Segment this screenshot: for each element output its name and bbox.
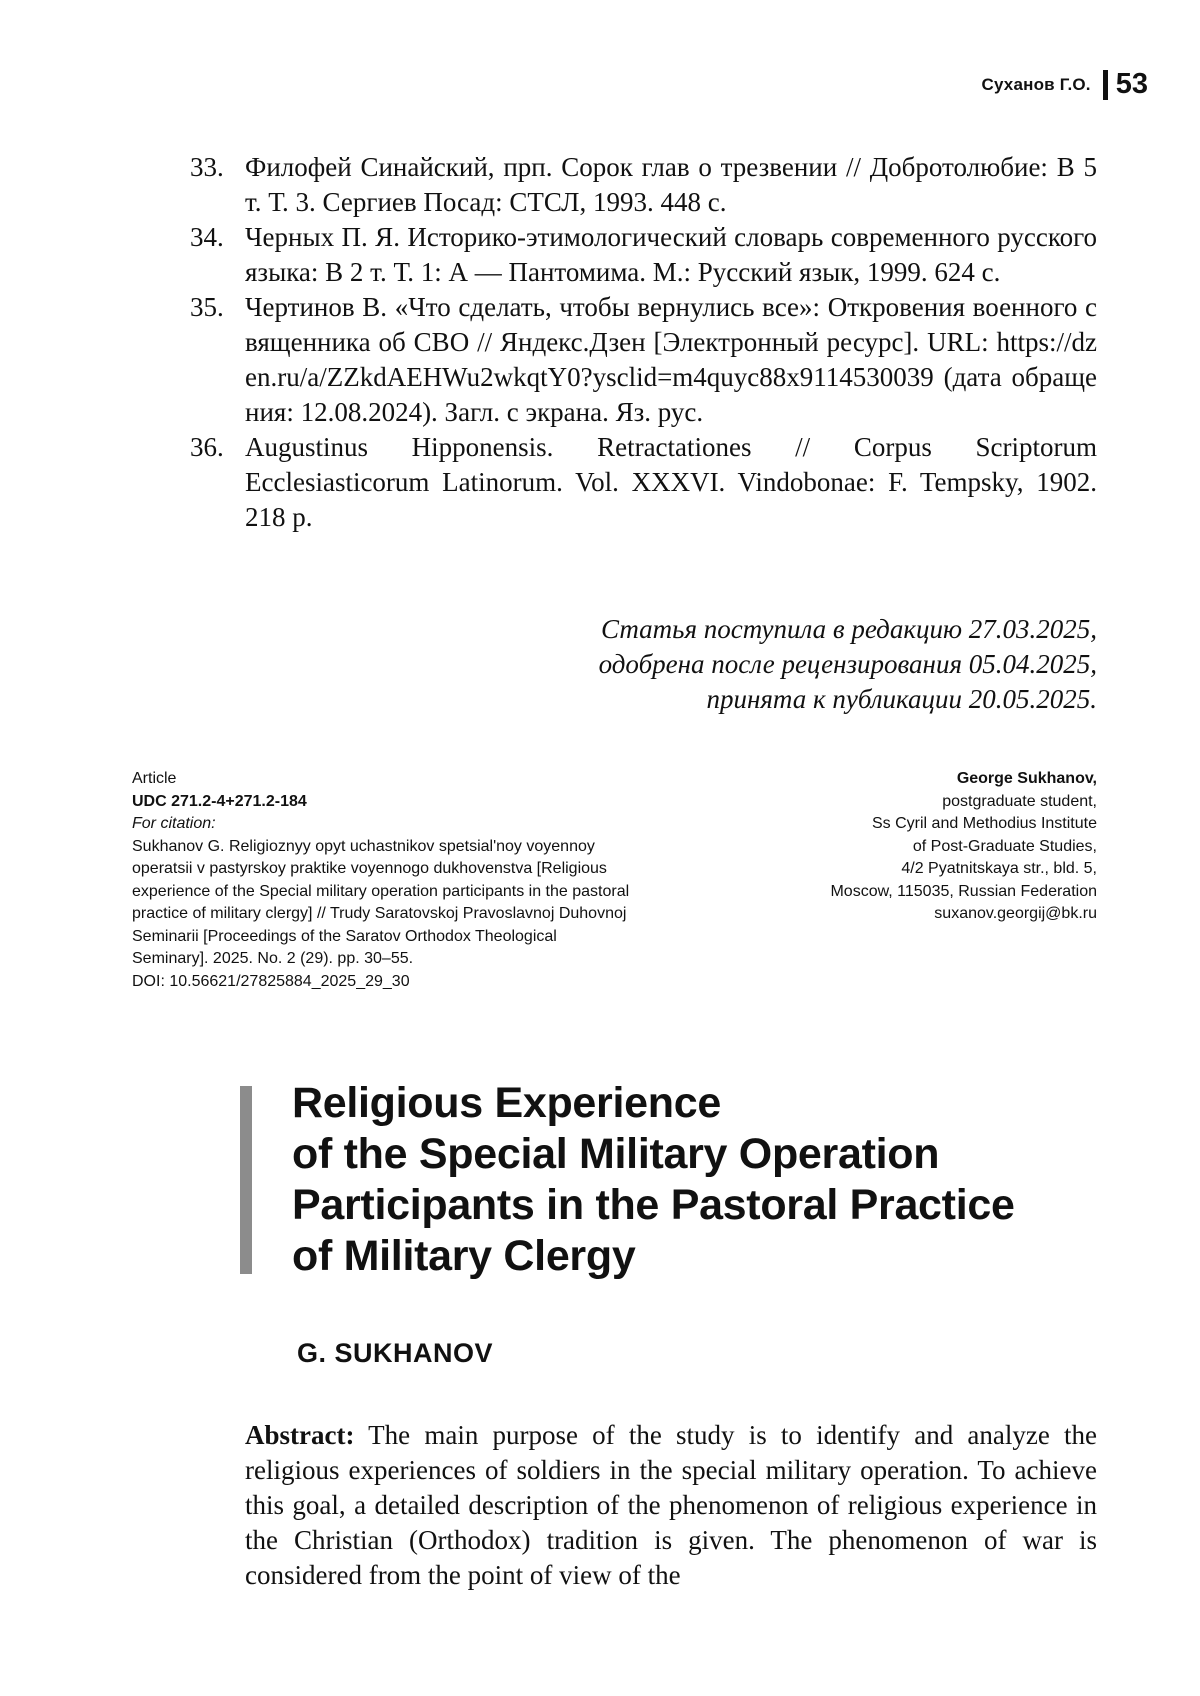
citation-text: Sukhanov G. Religioznyy opyt uchastnikov spetsial'noy voyennoy operatsii v pastyrskoy praktike voyennogo dukhovenstva [Religious experience of the Special military operation participants in the pastoral practice of military clergy] // Trudy Saratovskoj Pravoslavnoj Duhovnoj Seminarii [Proceedings of the Saratov Orthodox Theological Seminary]. 2025. No. 2 (29). pp. 30–55. [132,837,630,967]
header-divider [1103,70,1108,100]
received-date-line: Статья поступила в редакцию 27.03.2025, [600,614,1097,644]
reference-number: 35. [190,292,224,322]
title-line: of Military Clergy [292,1232,636,1280]
reference-number: 33. [190,152,224,182]
reference-item [190,150,1097,220]
title-line: Participants in the Pastoral Practice [292,1181,1015,1229]
reference-item [190,290,1097,430]
running-header [981,68,1148,101]
author-position: postgraduate student, [942,792,1097,810]
abstract-label: Abstract: [245,1420,355,1450]
citation-block [132,768,632,993]
page-number: 53 [1115,68,1148,100]
publication-history [599,612,1097,717]
reference-text: Чертинов В. «Что сделать, чтобы вернулись все»: Откровения военного священника об СВО // Яндекс.Дзен [Электронный ресурс]. URL: https://dzen.ru/a/ZZkdAEHWu2wkqtY0?ysclid=m4quyc88x9114530039 (дата обращения: 12.08.2024). Загл. с экрана. Яз. рус. [245,292,1097,427]
reference-number: 34. [190,222,224,252]
author-info-block [677,768,1097,926]
reference-text: Черных П. Я. Историко-этимологический словарь современного русского языка: В 2 т. Т. 1: А — Пантомима. М.: Русский язык, 1999. 624 с. [245,222,1097,287]
references-list [190,150,1097,535]
reference-item [190,430,1097,535]
author-institute-cont: of Post-Graduate Studies, [912,837,1097,855]
title-accent-bar [240,1086,252,1274]
author-institute: Ss Cyril and Methodius Institute [872,815,1097,832]
running-header-author: Суханов Г.О. [981,74,1091,94]
author-city: Moscow, 115035, Russian Federation [830,882,1097,900]
article-type: Article [132,770,177,787]
article-title [292,1078,1112,1282]
author-email: suxanov.georgij@bk.ru [934,905,1097,922]
author-name: George Sukhanov, [956,770,1097,787]
reference-number: 36. [190,432,224,462]
title-line: Religious Experience [292,1079,721,1127]
udc-code: UDC 271.2-4+271.2-184 [132,792,307,810]
title-line: of the Special Military Operation [292,1130,940,1178]
accepted-date-line: принята к публикации 20.05.2025. [706,684,1097,714]
abstract-text: The main purpose of the study is to identify and analyze the religious experiences of soldiers in the special military operation. To achieve this goal, a detailed description of the phenomenon of religious experience in the Christian (Orthodox) tradition is given. The phenomenon of war is considered from the point of view of the [245,1420,1098,1590]
reference-text: Филофей Синайский, прп. Сорок глав о трезвении // Добротолюбие: В 5 т. Т. 3. Сергиев Посад: СТСЛ, 1993. 448 с. [245,152,1097,217]
approved-date-line: одобрена после рецензирования 05.04.2025, [598,649,1097,679]
byline: G. SUKHANOV [297,1338,494,1368]
citation-label: For citation: [132,815,216,832]
abstract [245,1418,1097,1593]
reference-item [190,220,1097,290]
reference-text: Augustinus Hipponensis. Retractationes // Corpus Scriptorum Ecclesiasticorum Latinorum. Vol. XXXVI. Vindobonae: F. Tempsky, 1902. 218 p. [245,432,1097,532]
doi: DOI: 10.56621/27825884_2025_29_30 [132,972,410,990]
author-address: 4/2 Pyatnitskaya str., bld. 5, [901,860,1097,877]
